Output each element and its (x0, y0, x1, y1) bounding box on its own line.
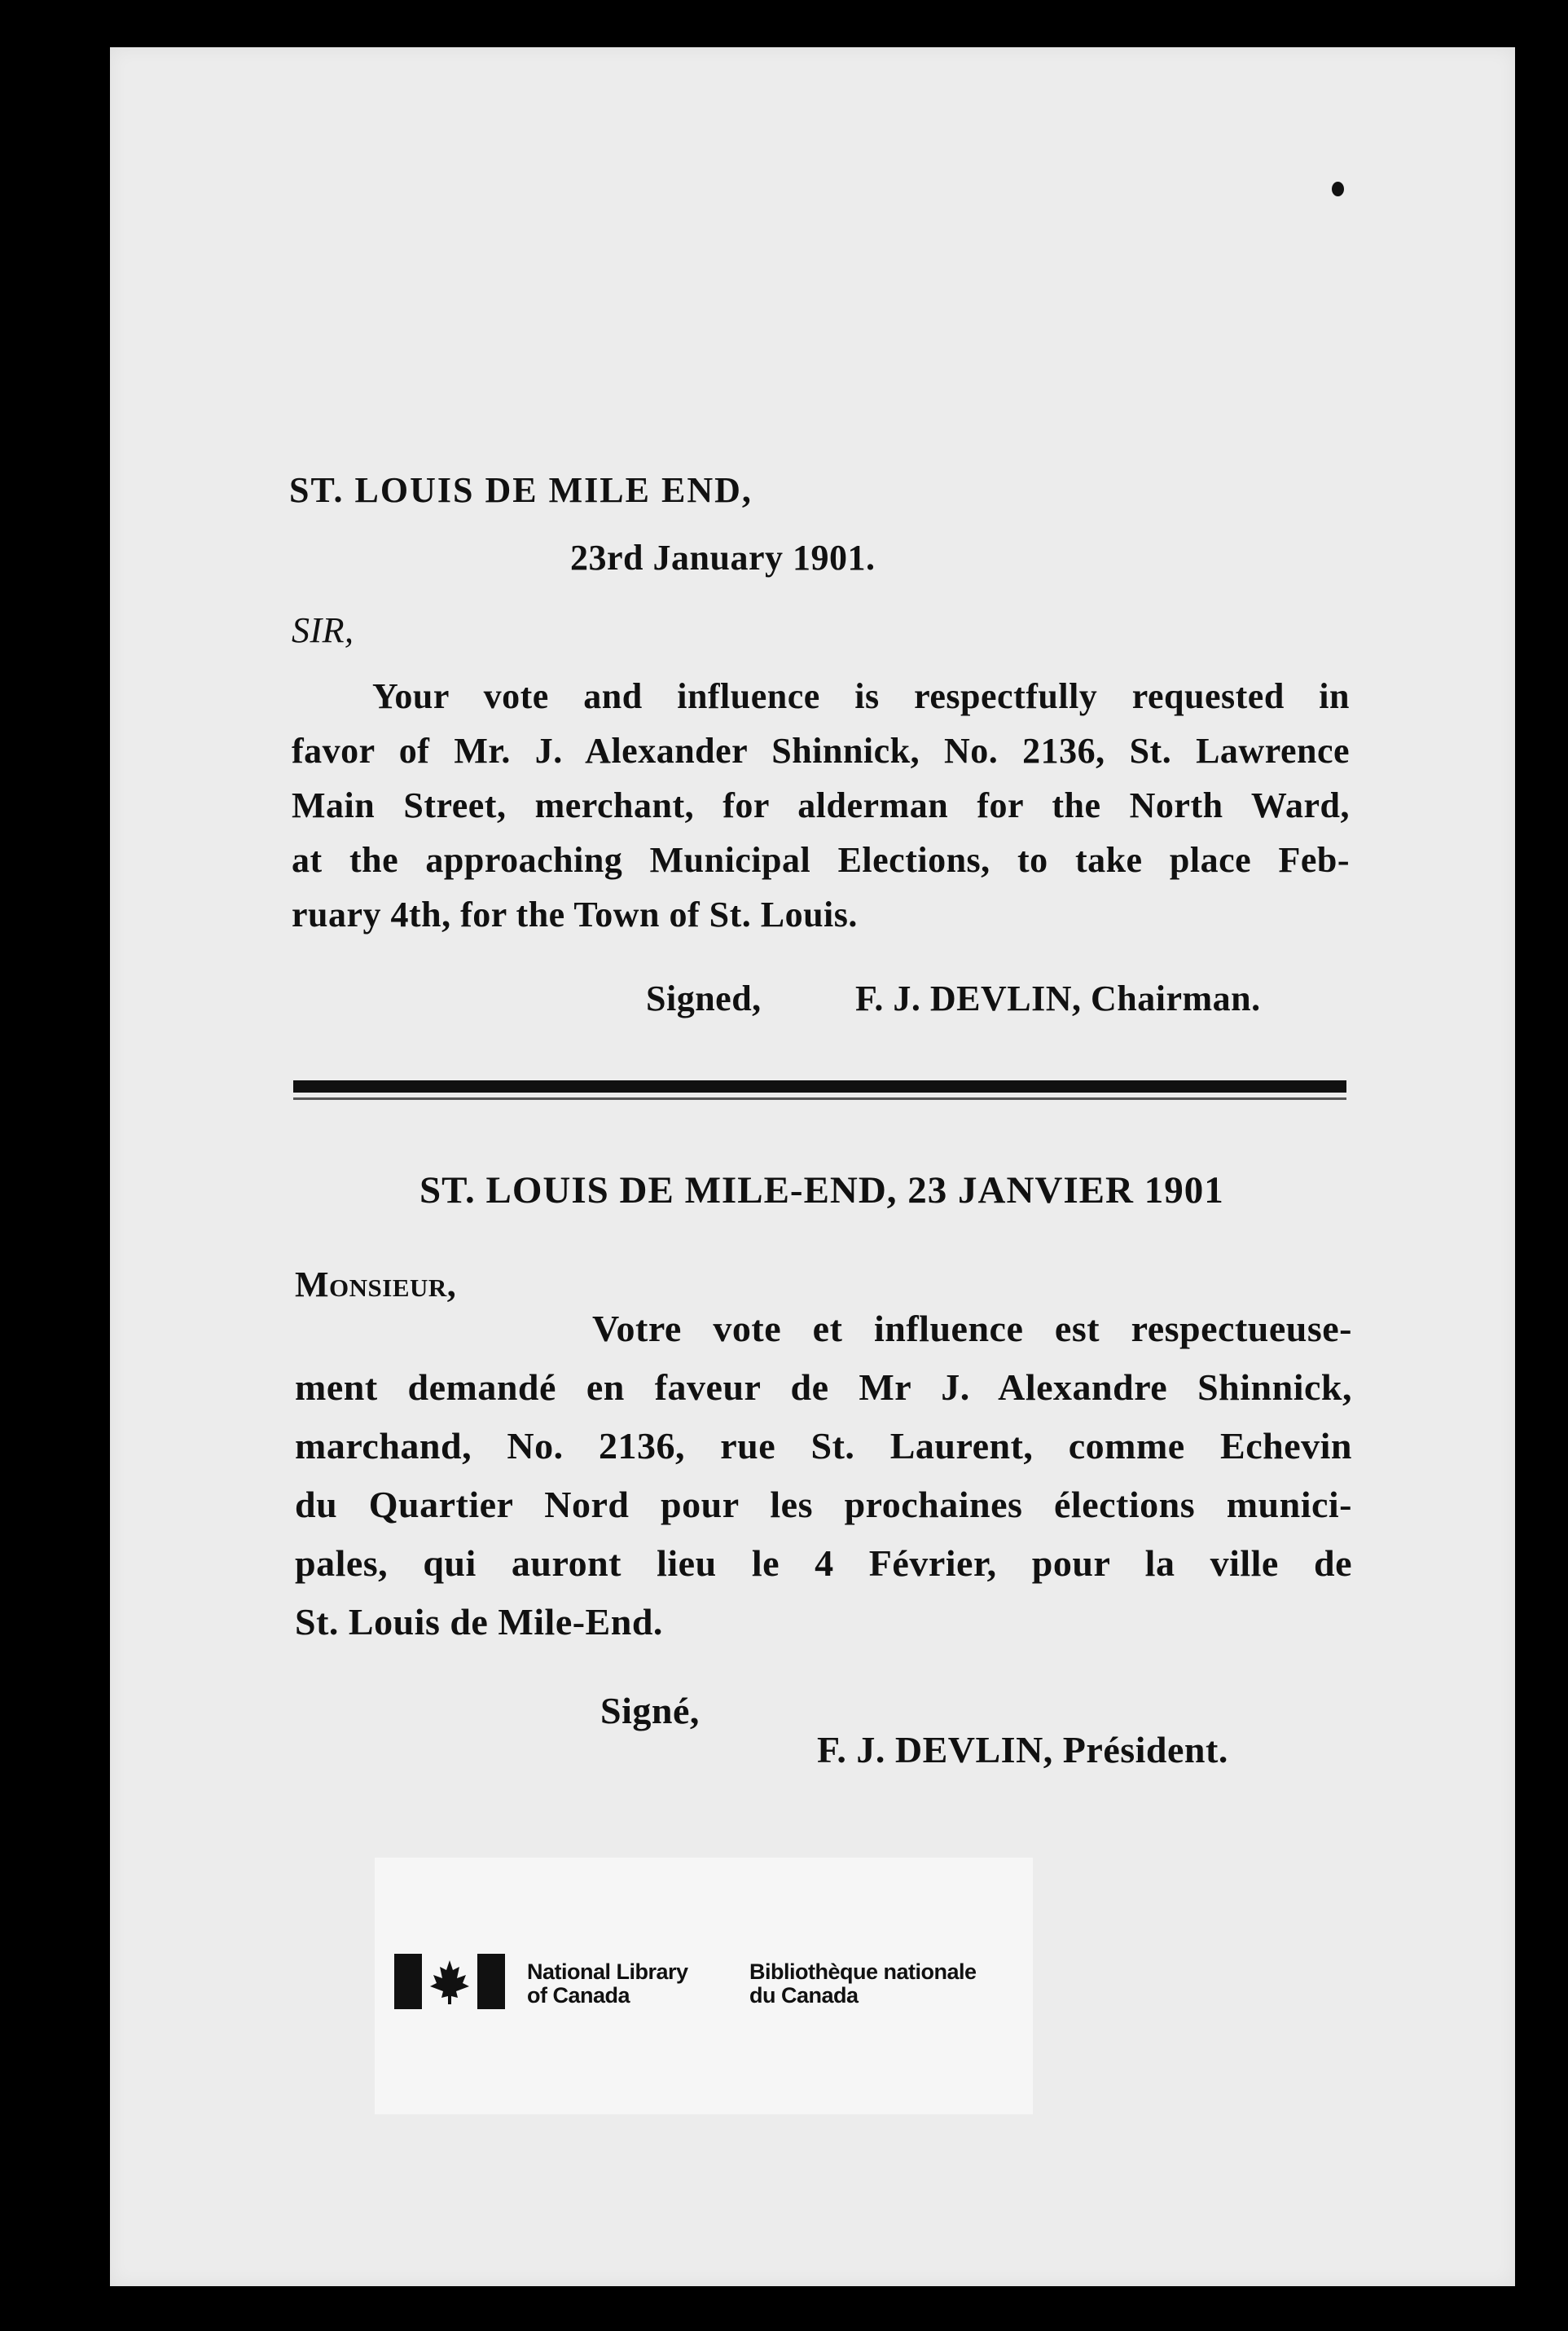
english-date: 23rd January 1901. (570, 538, 876, 578)
library-name-french-line1: Bibliothèque nationale (749, 1959, 977, 1984)
french-salutation: Monsieur, (295, 1264, 457, 1304)
french-heading: ST. LOUIS DE MILE-END, 23 JANVIER 1901 (419, 1169, 1224, 1212)
english-body-line: ruary 4th, for the Town of St. Louis. (292, 895, 858, 935)
library-name-english-line1: National Library (527, 1959, 688, 1984)
section-divider-thick (293, 1080, 1346, 1093)
french-body-line: ment demandé en faveur de Mr J. Alexandre Shinnick, (295, 1366, 1352, 1408)
english-place: ST. LOUIS DE MILE END, (289, 470, 753, 510)
french-body-line: marchand, No. 2136, rue St. Laurent, comme Echevin (295, 1425, 1352, 1467)
english-salutation: SIR, (292, 610, 354, 650)
english-signed-label: Signed, (646, 979, 762, 1018)
french-body-line: St. Louis de Mile-End. (295, 1601, 663, 1643)
french-signatory: F. J. DEVLIN, Président. (817, 1729, 1228, 1770)
english-signatory: F. J. DEVLIN, Chairman. (855, 979, 1261, 1018)
english-body-line: Main Street, merchant, for alderman for the North Ward, (292, 785, 1350, 825)
canada-flag-icon (394, 1954, 505, 2009)
ink-dot (1332, 182, 1344, 196)
french-body-line: pales, qui auront lieu le 4 Février, pour la ville de (295, 1542, 1352, 1584)
french-body-line: Votre vote et influence est respectueuse- (592, 1308, 1352, 1349)
english-body-line: Your vote and influence is respectfully requested in (372, 676, 1350, 716)
library-name-english-line2: of Canada (527, 1983, 630, 2008)
french-body-line: du Quartier Nord pour les prochaines élections munici- (295, 1484, 1352, 1525)
section-divider-thin (293, 1097, 1346, 1100)
english-body-line: at the approaching Municipal Elections, to take place Feb- (292, 840, 1350, 880)
library-name-french-line2: du Canada (749, 1983, 859, 2008)
french-signed-label: Signé, (600, 1690, 700, 1731)
english-body-line: favor of Mr. J. Alexander Shinnick, No. 2136, St. Lawrence (292, 731, 1350, 771)
